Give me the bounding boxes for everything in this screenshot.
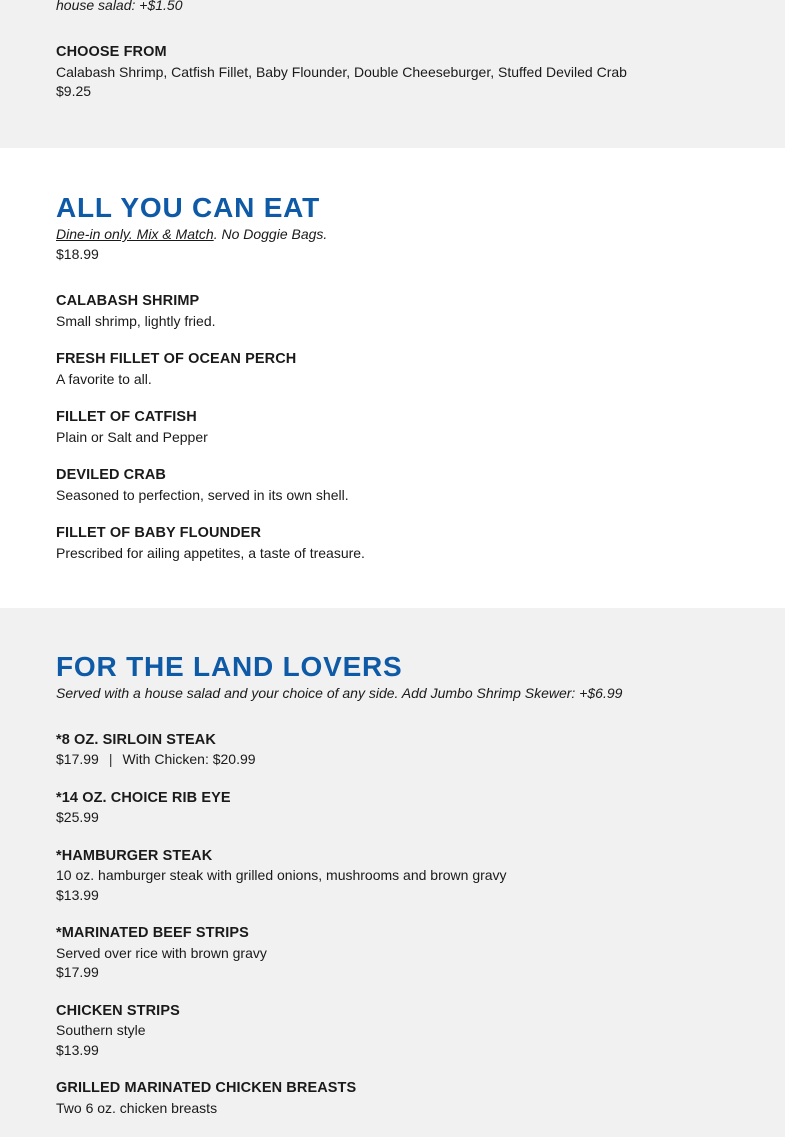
- land-lovers-section: [0, 608, 785, 1116]
- menu-item-description: Prescribed for ailing appetites, a taste of treasure.: [56, 544, 365, 561]
- menu-item-price: $13.99: [56, 886, 99, 903]
- price-primary: $17.99: [56, 751, 99, 767]
- menu-item-name: GRILLED MARINATED CHICKEN BREASTS: [56, 1080, 357, 1096]
- menu-item-description: Plain or Salt and Pepper: [56, 428, 208, 445]
- partial-note: house salad: +$1.50: [56, 0, 183, 13]
- menu-item: [56, 350, 365, 389]
- menu-item-price: $13.99: [56, 1041, 99, 1058]
- dine-in-note-underlined: Dine-in only. Mix & Match: [56, 226, 214, 242]
- menu-item-price: $25.99: [56, 809, 99, 825]
- menu-item-name: CALABASH SHRIMP: [56, 293, 200, 309]
- menu-item: [56, 1079, 622, 1118]
- menu-item-name: *MARINATED BEEF STRIPS: [56, 925, 249, 941]
- menu-item: [56, 466, 365, 505]
- menu-item-description: Southern style: [56, 1022, 146, 1038]
- all-you-can-eat-price: $18.99: [56, 245, 99, 262]
- price-alt: With Chicken: $20.99: [122, 751, 256, 767]
- menu-item-description: Two 6 oz. chicken breasts: [56, 1099, 218, 1116]
- menu-item-name: CHICKEN STRIPS: [56, 1002, 180, 1019]
- menu-item-description: Small shrimp, lightly fried.: [56, 312, 216, 329]
- menu-item-description: 10 oz. hamburger steak with grilled onions, mushrooms and brown gravy: [56, 867, 507, 883]
- menu-item: [56, 1002, 622, 1061]
- menu-item-name: DEVILED CRAB: [56, 467, 166, 483]
- choose-price: $9.25: [56, 83, 92, 99]
- combo-section: [0, 0, 785, 148]
- choose-heading: CHOOSE FROM: [56, 44, 167, 60]
- section-title-land-lovers: FOR THE LAND LOVERS: [56, 651, 403, 682]
- menu-item: [56, 408, 365, 447]
- menu-item-description: A favorite to all.: [56, 370, 152, 387]
- menu-item: [56, 924, 622, 983]
- menu-item-name: *HAMBURGER STEAK: [56, 847, 213, 864]
- land-lovers-note: Served with a house salad and your choice of any side. Add Jumbo Shrimp Skewer: +$6.99: [56, 685, 623, 701]
- section-title-all-you-can-eat: ALL YOU CAN EAT: [56, 192, 321, 223]
- dine-in-note-rest: . No Doggie Bags.: [213, 226, 328, 242]
- menu-item-price: $17.99: [56, 964, 99, 980]
- all-you-can-eat-section: [0, 148, 785, 608]
- menu-item: [56, 731, 622, 770]
- menu-item: [56, 847, 622, 906]
- menu-item-price: [56, 750, 622, 770]
- menu-item: [56, 789, 622, 828]
- choose-items: Calabash Shrimp, Catfish Fillet, Baby Flounder, Double Cheeseburger, Stuffed Deviled Crab: [56, 63, 627, 80]
- menu-item-description: Seasoned to perfection, served in its own shell.: [56, 486, 349, 503]
- menu-item-name: *8 OZ. SIRLOIN STEAK: [56, 731, 216, 748]
- dine-in-note: [56, 225, 365, 245]
- menu-item-name: FILLET OF BABY FLOUNDER: [56, 525, 262, 541]
- menu-item: [56, 292, 365, 331]
- menu-item-name: *14 OZ. CHOICE RIB EYE: [56, 789, 231, 806]
- menu-item-name: FILLET OF CATFISH: [56, 409, 197, 425]
- menu-item: [56, 524, 365, 563]
- menu-item-description: Served over rice with brown gravy: [56, 944, 267, 961]
- price-separator: |: [108, 751, 113, 767]
- menu-item-name: FRESH FILLET OF OCEAN PERCH: [56, 351, 297, 367]
